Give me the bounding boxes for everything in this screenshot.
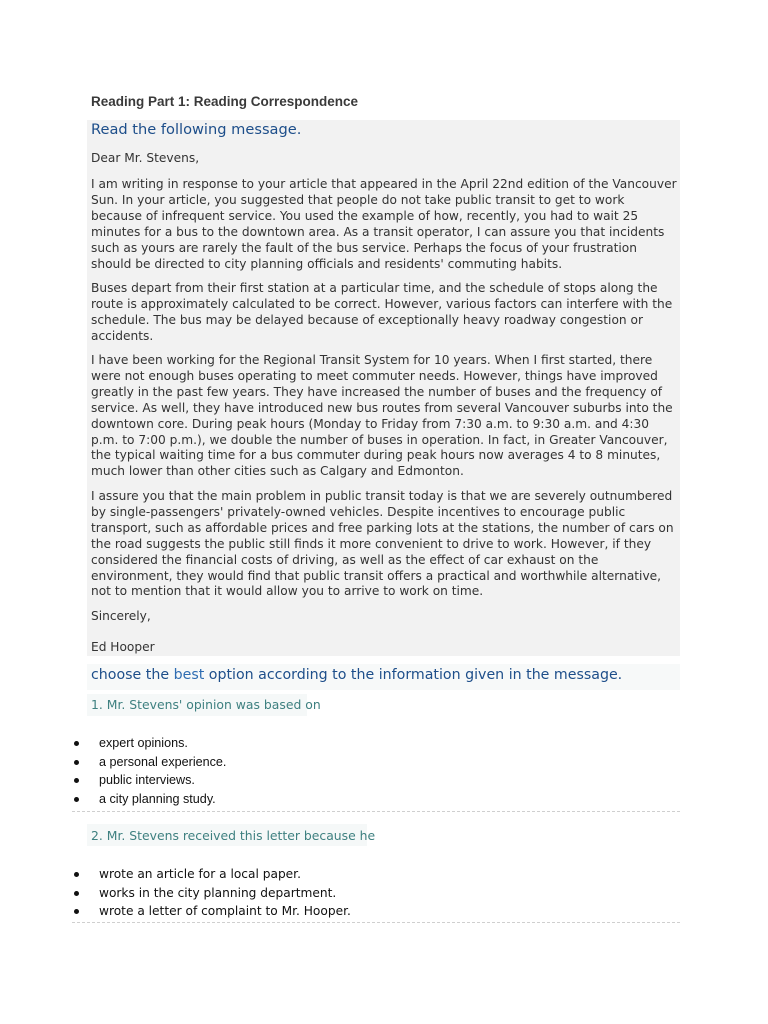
instruction-emphasis: best	[173, 667, 205, 683]
option-label: expert opinions.	[99, 736, 188, 750]
question-2-prompt: 2. Mr. Stevens received this letter because he	[91, 828, 376, 843]
option-label: a personal experience.	[99, 754, 227, 769]
option-label: works in the city planning department.	[99, 885, 337, 900]
bullet-icon	[74, 891, 79, 896]
letter-paragraph-2: Buses depart from their first station at a particular time, and the schedule of stops along the route is approximately calculated to be correct. However, various factors can interfere with the schedule. The bus may be delayed because of exceptionally heavy roadway congestion or accidents.	[91, 281, 673, 343]
bullet-icon	[74, 909, 79, 914]
instruction-after: option according to the information given in the message.	[204, 667, 623, 683]
letter-paragraph-3: I have been working for the Regional Transit System for 10 years. When I first started, there were not enough buses operating to meet commuter needs. However, things have improved greatly in the past few years. They have increased the number of buses and the frequency of service. As well, they have introduced new bus routes from several Vancouver suburbs into the downtown core. During peak hours (Monday to Friday from 7:30 a.m. to 9:30 a.m. and 4:30 p.m. to 7:00 p.m.), we double the number of buses in operation. In fact, in Greater Vancouver, the typical waiting time for a bus commuter during peak hours now averages 4 to 8 minutes, much lower than other cities such as Calgary and Edmonton.	[91, 353, 673, 479]
letter-closing: Sincerely,	[91, 609, 151, 623]
option-label: wrote a letter of complaint to Mr. Hooper.	[99, 904, 351, 918]
instruction-text	[91, 667, 622, 683]
bullet-icon	[74, 741, 79, 746]
page-heading: Reading Part 1: Reading Correspondence	[91, 94, 359, 109]
bullet-icon	[74, 760, 79, 765]
bullet-icon	[74, 778, 79, 783]
letter-greeting: Dear Mr. Stevens,	[91, 151, 200, 165]
option-label: a city planning study.	[99, 791, 216, 806]
letter-paragraph-4: I assure you that the main problem in public transit today is that we are severely outnumbered by single-passengers' privately-owned vehicles. Despite incentives to encourage public transport, such as affordable prices and free parking lots at the stations, the number of cars on the road suggests the public still finds it more convenient to drive to work. However, if they considered the financial costs of driving, as well as the effect of car exhaust on the environment, they would find that public transit offers a practical and worthwhile alternative, not to mention that it would allow you to arrive to work on time.	[91, 489, 674, 599]
question-1-prompt: 1. Mr. Stevens' opinion was based on	[91, 697, 321, 712]
question-divider	[72, 922, 680, 923]
bullet-icon	[74, 872, 79, 877]
question-divider	[72, 811, 680, 812]
message-title: Read the following message.	[91, 121, 302, 138]
bullet-icon	[74, 797, 79, 802]
letter-signature: Ed Hooper	[91, 640, 155, 654]
letter-paragraph-1: I am writing in response to your article that appeared in the April 22nd edition of the Vancouver Sun. In your article, you suggested that people do not take public transit to get to work because of infrequent service. You used the example of how, recently, you had to wait 25 minutes for a bus to the downtown area. As a transit operator, I can assure you that incidents such as yours are rarely the fault of the bus service. Perhaps the focus of your frustration should be directed to city planning officials and residents' commuting habits.	[91, 177, 677, 271]
option-label: public interviews.	[99, 773, 195, 787]
instruction-before: choose the	[91, 667, 174, 683]
option-label: wrote an article for a local paper.	[99, 867, 301, 881]
